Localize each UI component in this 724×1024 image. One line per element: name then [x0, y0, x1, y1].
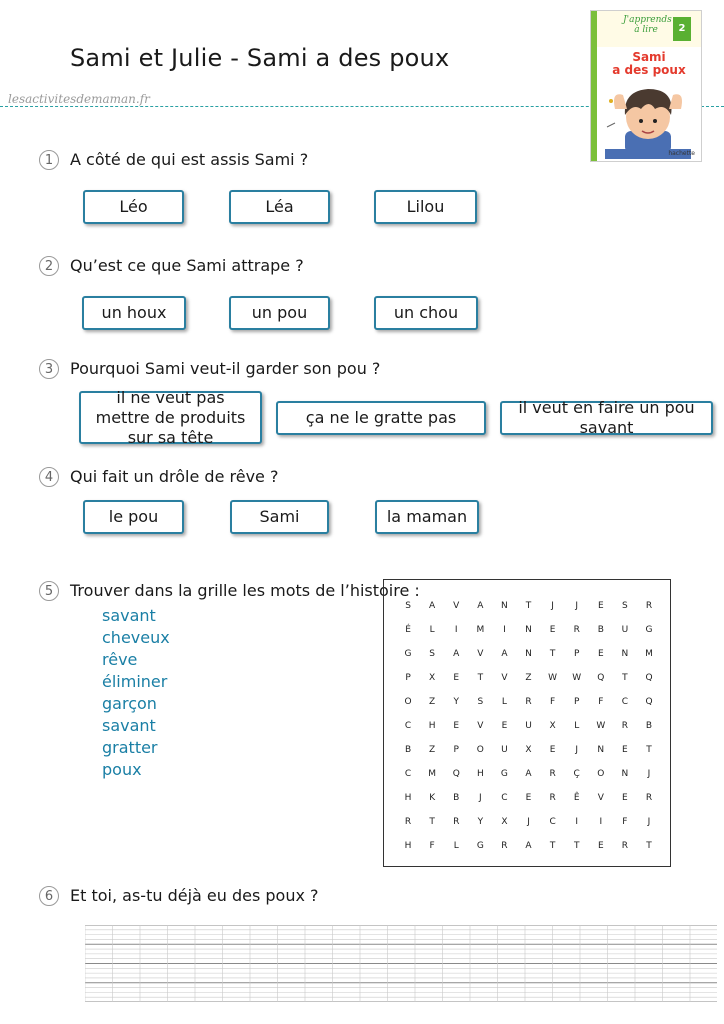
grid-cell[interactable]: T: [549, 649, 556, 659]
grid-cell[interactable]: J: [551, 601, 554, 611]
grid-cell[interactable]: T: [477, 673, 484, 683]
grid-cell[interactable]: J: [647, 769, 651, 779]
grid-cell[interactable]: I: [599, 817, 603, 827]
question-1-number: 1: [39, 150, 59, 170]
grid-cell[interactable]: I: [575, 817, 579, 827]
grid-cell[interactable]: Z: [429, 745, 436, 755]
question-6-text: Et toi, as-tu déjà eu des poux ?: [70, 886, 319, 905]
grid-cell[interactable]: G: [476, 841, 484, 851]
question-2-text: Qu’est ce que Sami attrape ?: [70, 256, 304, 275]
grid-cell[interactable]: G: [500, 769, 508, 779]
grid-cell[interactable]: V: [501, 673, 508, 683]
grid-cell[interactable]: R: [453, 817, 460, 827]
cover-title: [597, 51, 701, 77]
grid-cell[interactable]: H: [476, 769, 484, 779]
grid-cell[interactable]: C: [549, 817, 556, 827]
grid-cell[interactable]: T: [525, 601, 532, 611]
grid-cell[interactable]: E: [453, 673, 460, 683]
grid-cell[interactable]: E: [597, 601, 604, 611]
grid-cell[interactable]: X: [501, 817, 508, 827]
grid-cell[interactable]: N: [525, 625, 532, 635]
grid-row: [396, 618, 661, 642]
grid-cell[interactable]: X: [525, 745, 532, 755]
grid-row: [396, 666, 661, 690]
cover-title-line2: a des poux: [612, 63, 686, 77]
grid-cell[interactable]: I: [454, 625, 458, 635]
word-list-item: poux: [102, 760, 142, 779]
grid-cell[interactable]: B: [453, 793, 460, 803]
grid-cell[interactable]: K: [429, 793, 436, 803]
grid-cell[interactable]: T: [622, 673, 628, 683]
grid-cell[interactable]: O: [597, 769, 605, 779]
cover-title-line1: Sami: [632, 50, 666, 64]
grid-cell[interactable]: S: [477, 697, 484, 707]
grid-cell[interactable]: Y: [477, 817, 484, 827]
grid-cell[interactable]: T: [549, 841, 556, 851]
grid-cell[interactable]: B: [597, 625, 604, 635]
grid-cell[interactable]: R: [525, 697, 532, 707]
grid-cell[interactable]: A: [453, 649, 460, 659]
grid-cell[interactable]: V: [477, 721, 484, 731]
grid-cell[interactable]: E: [597, 649, 604, 659]
grid-cell[interactable]: Ê: [573, 793, 580, 803]
grid-cell[interactable]: É: [405, 625, 411, 635]
grid-cell[interactable]: B: [645, 721, 653, 731]
question-6-number: 6: [39, 886, 59, 906]
grid-cell[interactable]: I: [503, 625, 506, 635]
grid-cell[interactable]: S: [429, 649, 435, 659]
question-4-text: Qui fait un drôle de rêve ?: [70, 467, 279, 486]
grid-row: [396, 690, 661, 714]
word-list-item: rêve: [102, 650, 138, 669]
grid-cell[interactable]: Q: [597, 673, 605, 683]
grid-cell[interactable]: J: [647, 817, 651, 827]
grid-cell[interactable]: N: [525, 649, 532, 659]
grid-cell[interactable]: M: [476, 625, 485, 635]
grid-cell[interactable]: F: [550, 697, 556, 707]
grid-cell[interactable]: U: [501, 745, 508, 755]
grid-cell[interactable]: V: [597, 793, 604, 803]
word-list: [102, 605, 170, 781]
grid-row: [396, 714, 661, 738]
grid-cell[interactable]: E: [622, 745, 628, 755]
grid-cell[interactable]: A: [525, 769, 532, 779]
grid-cell[interactable]: T: [646, 841, 652, 851]
grid-cell[interactable]: R: [549, 769, 556, 779]
answer-3-b[interactable]: ça ne le gratte pas: [276, 401, 486, 435]
grid-row: [396, 762, 661, 786]
grid-cell[interactable]: E: [501, 721, 508, 731]
grid-cell[interactable]: J: [479, 793, 482, 803]
answer-2-b[interactable]: un pou: [229, 296, 330, 330]
grid-row: [396, 594, 661, 618]
grid-cell[interactable]: L: [429, 625, 435, 635]
grid-cell[interactable]: F: [429, 841, 435, 851]
grid-cell[interactable]: R: [573, 625, 580, 635]
grid-row: [396, 834, 661, 858]
grid-cell[interactable]: R: [404, 817, 412, 827]
grid-cell[interactable]: E: [622, 793, 628, 803]
grid-cell[interactable]: X: [549, 721, 556, 731]
answer-1-a[interactable]: Léo: [83, 190, 184, 224]
word-list-item: éliminer: [102, 672, 168, 691]
grid-cell[interactable]: A: [429, 601, 436, 611]
site-watermark: lesactivitesdemaman.fr: [8, 92, 150, 106]
grid-cell[interactable]: Z: [429, 697, 436, 707]
grid-cell[interactable]: W: [596, 721, 606, 731]
grid-cell[interactable]: G: [645, 625, 653, 635]
grid-cell[interactable]: G: [404, 649, 412, 659]
word-list-item: savant: [102, 716, 156, 735]
grid-cell[interactable]: R: [549, 793, 556, 803]
grid-cell[interactable]: Y: [453, 697, 459, 707]
question-4-number: 4: [39, 467, 59, 487]
book-cover: [590, 10, 702, 162]
word-list-item: garçon: [102, 694, 157, 713]
grid-cell[interactable]: N: [597, 745, 605, 755]
grid-cell[interactable]: Ç: [573, 769, 580, 779]
grid-cell[interactable]: F: [598, 697, 604, 707]
grid-cell[interactable]: S: [622, 601, 628, 611]
grid-cell[interactable]: L: [501, 697, 507, 707]
grid-cell[interactable]: E: [597, 841, 604, 851]
grid-cell[interactable]: A: [501, 649, 508, 659]
grid-cell[interactable]: P: [573, 697, 580, 707]
grid-row: [396, 738, 661, 762]
grid-cell[interactable]: N: [621, 649, 629, 659]
answer-4-c[interactable]: la maman: [375, 500, 479, 534]
grid-cell[interactable]: M: [645, 649, 653, 659]
grid-cell[interactable]: R: [621, 721, 629, 731]
grid-cell[interactable]: O: [404, 697, 412, 707]
grid-cell[interactable]: S: [405, 601, 411, 611]
grid-cell[interactable]: R: [645, 601, 653, 611]
grid-cell[interactable]: N: [621, 769, 629, 779]
grid-cell[interactable]: B: [404, 745, 412, 755]
cover-series: J'apprends à lire: [623, 15, 672, 35]
grid-cell[interactable]: L: [453, 841, 459, 851]
grid-cell[interactable]: H: [428, 721, 436, 731]
grid-cell[interactable]: A: [525, 841, 532, 851]
cover-publisher: hachette: [668, 150, 695, 157]
answer-4-a[interactable]: le pou: [83, 500, 184, 534]
word-search-table: [396, 594, 661, 858]
word-list-item: gratter: [102, 738, 158, 757]
grid-cell[interactable]: P: [573, 649, 580, 659]
question-3-number: 3: [39, 359, 59, 379]
grid-cell[interactable]: U: [525, 721, 532, 731]
grid-cell[interactable]: C: [501, 793, 508, 803]
grid-cell[interactable]: X: [429, 673, 436, 683]
word-list-item: cheveux: [102, 628, 170, 647]
grid-cell[interactable]: R: [501, 841, 508, 851]
grid-cell[interactable]: H: [404, 841, 412, 851]
grid-cell[interactable]: E: [549, 745, 556, 755]
grid-cell[interactable]: Q: [452, 769, 460, 779]
question-1-text: A côté de qui est assis Sami ?: [70, 150, 309, 169]
grid-cell[interactable]: Z: [525, 673, 532, 683]
grid-cell[interactable]: T: [573, 841, 580, 851]
grid-row: [396, 642, 661, 666]
grid-cell[interactable]: U: [621, 625, 629, 635]
grid-row: [396, 786, 661, 810]
question-5-number: 5: [39, 581, 59, 601]
answer-3-a[interactable]: il ne veut pas mettre de produits sur sa tête: [79, 391, 262, 444]
answer-3-c[interactable]: il veut en faire un pou savant: [500, 401, 713, 435]
grid-cell[interactable]: M: [428, 769, 437, 779]
grid-cell[interactable]: P: [453, 745, 459, 755]
grid-cell[interactable]: L: [574, 721, 580, 731]
grid-cell[interactable]: J: [575, 745, 579, 755]
grid-cell[interactable]: C: [404, 721, 412, 731]
question-5-text: Trouver dans la grille les mots de l’histoire :: [70, 581, 420, 600]
grid-cell[interactable]: V: [453, 601, 460, 611]
page-title: Sami et Julie - Sami a des poux: [70, 44, 450, 72]
grid-cell[interactable]: T: [646, 745, 652, 755]
cover-level-flag: 2: [673, 17, 691, 41]
grid-cell[interactable]: E: [453, 721, 460, 731]
grid-cell[interactable]: W: [548, 673, 558, 683]
grid-cell[interactable]: T: [429, 817, 435, 827]
grid-cell[interactable]: R: [645, 793, 653, 803]
word-list-item: savant: [102, 606, 156, 625]
writing-lines[interactable]: [85, 925, 717, 1002]
grid-cell[interactable]: C: [404, 769, 412, 779]
grid-cell[interactable]: E: [525, 793, 532, 803]
grid-cell[interactable]: A: [477, 601, 484, 611]
answer-1-c[interactable]: Lilou: [374, 190, 477, 224]
grid-cell[interactable]: F: [622, 817, 628, 827]
grid-cell[interactable]: P: [405, 673, 411, 683]
grid-cell[interactable]: Q: [645, 697, 653, 707]
grid-cell[interactable]: N: [501, 601, 508, 611]
word-search-grid: [383, 579, 671, 867]
grid-cell[interactable]: H: [404, 793, 412, 803]
answer-2-a[interactable]: un houx: [82, 296, 186, 330]
answer-4-b[interactable]: Sami: [230, 500, 329, 534]
question-2-number: 2: [39, 256, 59, 276]
grid-cell[interactable]: V: [477, 649, 484, 659]
boy-illustration-icon: [605, 79, 691, 159]
grid-cell[interactable]: E: [549, 625, 556, 635]
grid-cell[interactable]: W: [572, 673, 582, 683]
grid-cell[interactable]: J: [575, 601, 579, 611]
grid-cell[interactable]: Q: [645, 673, 653, 683]
grid-cell[interactable]: R: [621, 841, 629, 851]
grid-cell[interactable]: J: [527, 817, 530, 827]
grid-cell[interactable]: C: [621, 697, 629, 707]
grid-row: [396, 810, 661, 834]
answer-2-c[interactable]: un chou: [374, 296, 478, 330]
question-3-text: Pourquoi Sami veut-il garder son pou ?: [70, 359, 381, 378]
grid-cell[interactable]: O: [476, 745, 484, 755]
answer-1-b[interactable]: Léa: [229, 190, 330, 224]
